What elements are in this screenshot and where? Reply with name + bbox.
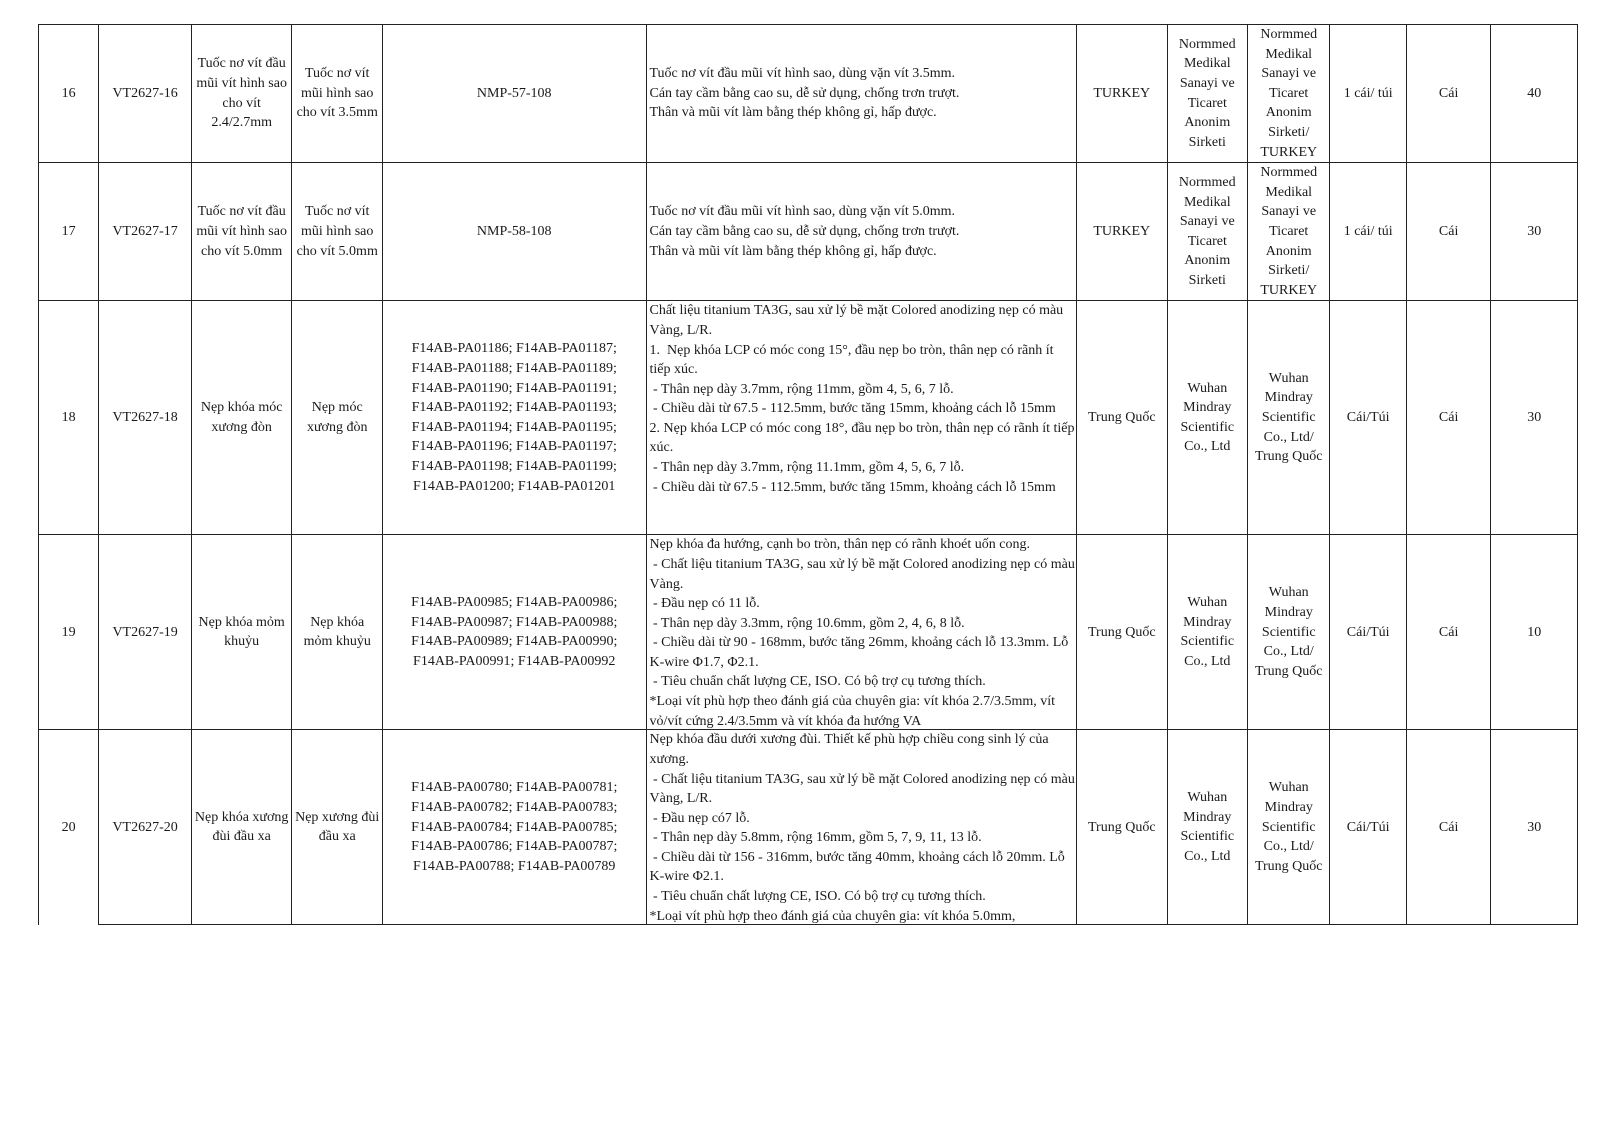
- row-number: 18: [39, 301, 99, 535]
- table-row: [39, 730, 1578, 925]
- manufacturer: Normmed Medikal Sanayi ve Ticaret Anonim Sirketi: [1167, 25, 1247, 163]
- table-row: [39, 301, 1578, 535]
- quantity: 30: [1491, 301, 1578, 535]
- quantity: 30: [1491, 163, 1578, 301]
- quantity: 40: [1491, 25, 1578, 163]
- item-name: Nẹp khóa xương đùi đầu xa: [191, 730, 292, 925]
- owner: Normmed Medikal Sanayi ve Ticaret Anonim Sirketi/ TURKEY: [1248, 163, 1330, 301]
- owner: Normmed Medikal Sanayi ve Ticaret Anonim Sirketi/ TURKEY: [1248, 25, 1330, 163]
- manufacturer: Wuhan Mindray Scientific Co., Ltd: [1167, 535, 1247, 730]
- packing: 1 cái/ túi: [1330, 25, 1406, 163]
- origin: TURKEY: [1077, 163, 1168, 301]
- model-codes: NMP-57-108: [382, 25, 646, 163]
- item-code: VT2627-20: [99, 730, 192, 925]
- item-name: Tuốc nơ vít đầu mũi vít hình sao cho vít 2.4/2.7mm: [191, 25, 292, 163]
- origin: Trung Quốc: [1077, 301, 1168, 535]
- item-short-name: Nẹp khóa mỏm khuỷu: [292, 535, 383, 730]
- model-codes: F14AB-PA01186; F14AB-PA01187; F14AB-PA01188; F14AB-PA01189; F14AB-PA01190; F14AB-PA01191; F14AB-PA01192; F14AB-PA01193; F14AB-PA01194; F14AB-PA01195; F14AB-PA01196; F14AB-PA01197; F14AB-PA01198; F14AB-PA01199; F14AB-PA01200; F14AB-PA01201: [382, 301, 646, 535]
- description: [646, 301, 1077, 535]
- packing: Cái/Túi: [1330, 301, 1406, 535]
- item-code: VT2627-17: [99, 163, 192, 301]
- model-codes: F14AB-PA00780; F14AB-PA00781; F14AB-PA00782; F14AB-PA00783; F14AB-PA00784; F14AB-PA00785; F14AB-PA00786; F14AB-PA00787; F14AB-PA00788; F14AB-PA00789: [382, 730, 646, 925]
- product-table: [38, 24, 1578, 925]
- item-short-name: Nẹp xương đùi đầu xa: [292, 730, 383, 925]
- quantity: 10: [1491, 535, 1578, 730]
- model-codes: F14AB-PA00985; F14AB-PA00986; F14AB-PA00987; F14AB-PA00988; F14AB-PA00989; F14AB-PA00990; F14AB-PA00991; F14AB-PA00992: [382, 535, 646, 730]
- item-short-name: Tuốc nơ vít mũi hình sao cho vít 3.5mm: [292, 25, 383, 163]
- row-number: 19: [39, 535, 99, 730]
- table-row: [39, 535, 1578, 730]
- unit: Cái: [1406, 25, 1490, 163]
- item-name: Tuốc nơ vít đầu mũi vít hình sao cho vít 5.0mm: [191, 163, 292, 301]
- table-row: [39, 25, 1578, 163]
- item-code: VT2627-18: [99, 301, 192, 535]
- packing: Cái/Túi: [1330, 535, 1406, 730]
- row-number: 16: [39, 25, 99, 163]
- packing: 1 cái/ túi: [1330, 163, 1406, 301]
- manufacturer: Normmed Medikal Sanayi ve Ticaret Anonim Sirketi: [1167, 163, 1247, 301]
- row-number: 20: [39, 730, 99, 925]
- quantity: 30: [1491, 730, 1578, 925]
- unit: Cái: [1406, 163, 1490, 301]
- origin: Trung Quốc: [1077, 535, 1168, 730]
- item-name: Nẹp khóa móc xương đòn: [191, 301, 292, 535]
- description: Tuốc nơ vít đầu mũi vít hình sao, dùng vặn vít 5.0mm. Cán tay cầm bằng cao su, dễ sử dụng, chống trơn trượt. Thân và mũi vít làm bằng thép không gỉ, hấp được.: [646, 163, 1077, 301]
- description-text: Nẹp khóa đa hướng, cạnh bo tròn, thân nẹp có rãnh khoét uốn cong. - Chất liệu titanium TA3G, sau xử lý bề mặt Colored anodizing nẹp có màu Vàng. - Đầu nẹp có 11 lỗ. - Thân nẹp dày 3.3mm, rộng 10.6mm, gồm 2, 4, 6, 8 lỗ. - Chiều dài từ 90 - 168mm, bước tăng 26mm, khoảng cách lỗ 13.3mm. Lỗ K-wire Φ1.7, Φ2.1. - Tiêu chuẩn chất lượng CE, ISO. Có bộ trợ cụ tương thích. *Loại vít phù hợp theo đánh giá của chuyên gia: vít khóa 2.7/3.5mm, vít vỏ/vít cứng 2.4/3.5mm và vít khóa đa hướng VA: [649, 537, 1075, 729]
- owner: Wuhan Mindray Scientific Co., Ltd/ Trung Quốc: [1248, 535, 1330, 730]
- item-code: VT2627-19: [99, 535, 192, 730]
- item-code: VT2627-16: [99, 25, 192, 163]
- description: [646, 535, 1077, 730]
- description: Tuốc nơ vít đầu mũi vít hình sao, dùng vặn vít 3.5mm. Cán tay cầm bằng cao su, dễ sử dụng, chống trơn trượt. Thân và mũi vít làm bằng thép không gỉ, hấp được.: [646, 25, 1077, 163]
- unit: Cái: [1406, 730, 1490, 925]
- item-short-name: Nẹp móc xương đòn: [292, 301, 383, 535]
- owner: Wuhan Mindray Scientific Co., Ltd/ Trung Quốc: [1248, 730, 1330, 925]
- description-text: Nẹp khóa đầu dưới xương đùi. Thiết kế phù hợp chiều cong sinh lý của xương. - Chất liệu titanium TA3G, sau xử lý bề mặt Colored anodizing nẹp có màu Vàng, L/R. - Đầu nẹp có7 lỗ. - Thân nẹp dày 5.8mm, rộng 16mm, gồm 5, 7, 9, 11, 13 lỗ. - Chiều dài từ 156 - 316mm, bước tăng 40mm, khoảng cách lỗ 20mm. Lỗ K-wire Φ2.1. - Tiêu chuẩn chất lượng CE, ISO. Có bộ trợ cụ tương thích. *Loại vít phù hợp theo đánh giá của chuyên gia: vít khóa 5.0mm,: [649, 732, 1075, 924]
- model-codes: NMP-58-108: [382, 163, 646, 301]
- packing: Cái/Túi: [1330, 730, 1406, 925]
- description: [646, 730, 1077, 925]
- table-row: [39, 163, 1578, 301]
- item-name: Nẹp khóa mỏm khuỷu: [191, 535, 292, 730]
- manufacturer: Wuhan Mindray Scientific Co., Ltd: [1167, 301, 1247, 535]
- owner: Wuhan Mindray Scientific Co., Ltd/ Trung Quốc: [1248, 301, 1330, 535]
- manufacturer: Wuhan Mindray Scientific Co., Ltd: [1167, 730, 1247, 925]
- item-short-name: Tuốc nơ vít mũi hình sao cho vít 5.0mm: [292, 163, 383, 301]
- origin: TURKEY: [1077, 25, 1168, 163]
- description-text: Chất liệu titanium TA3G, sau xử lý bề mặt Colored anodizing nẹp có màu Vàng, L/R. 1. Nẹp khóa LCP có móc cong 15°, đầu nẹp bo tròn, thân nẹp có rãnh ít tiếp xúc. - Thân nẹp dày 3.7mm, rộng 11mm, gồm 4, 5, 6, 7 lỗ. - Chiều dài từ 67.5 - 112.5mm, bước tăng 15mm, khoảng cách lỗ 15mm 2. Nẹp khóa LCP có móc cong 18°, đầu nẹp bo tròn, thân nẹp có rãnh ít tiếp xúc. - Thân nẹp dày 3.7mm, rộng 11.1mm, gồm 4, 5, 6, 7 lỗ. - Chiều dài từ 67.5 - 112.5mm, bước tăng 15mm, khoảng cách lỗ 15mm: [649, 303, 1075, 495]
- unit: Cái: [1406, 301, 1490, 535]
- row-number: 17: [39, 163, 99, 301]
- unit: Cái: [1406, 535, 1490, 730]
- origin: Trung Quốc: [1077, 730, 1168, 925]
